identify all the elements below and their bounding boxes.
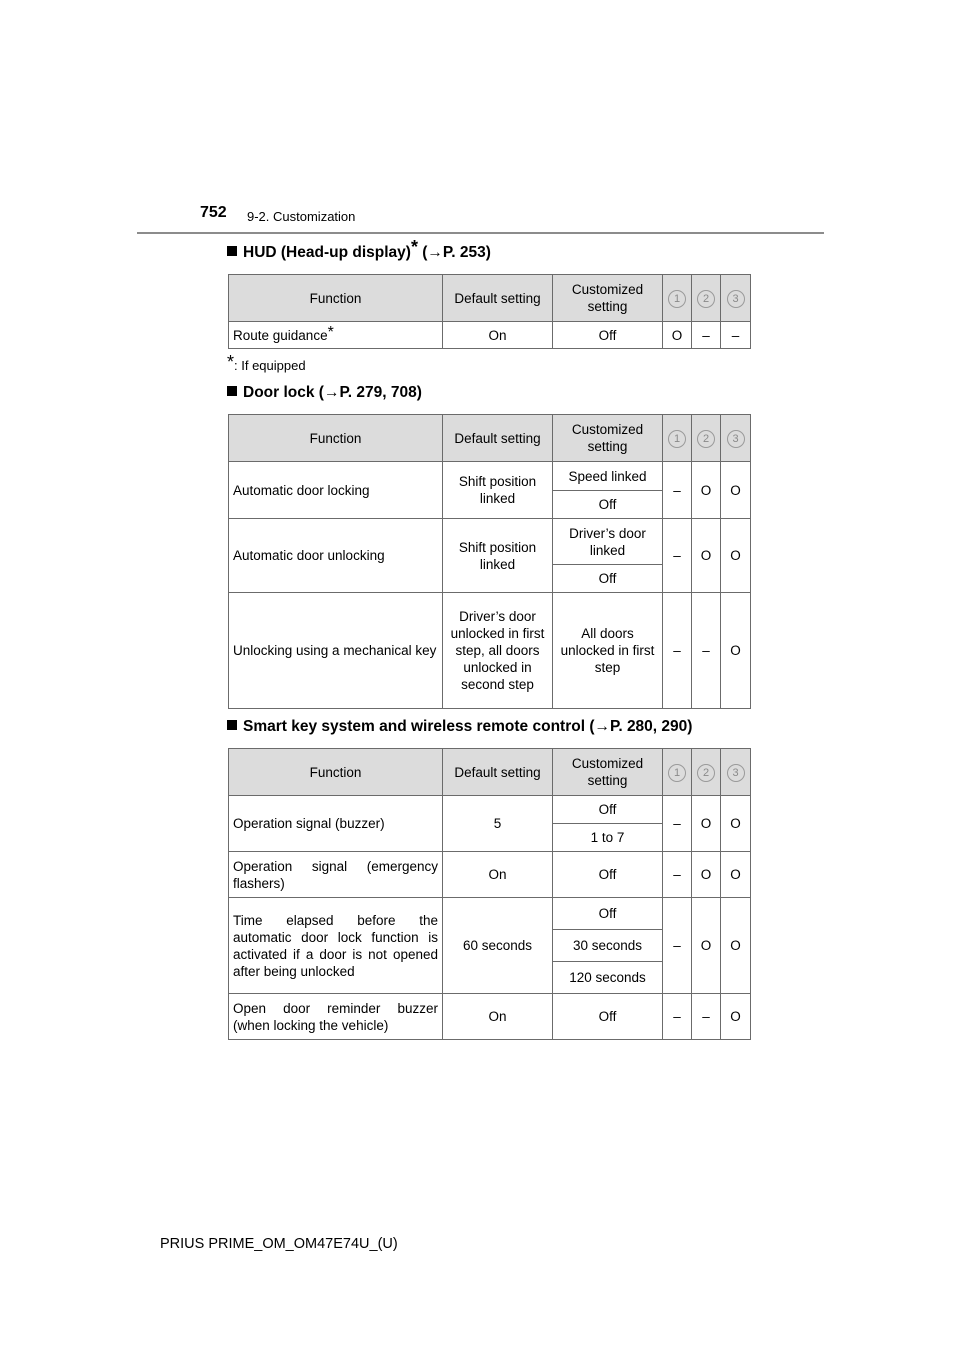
circled-number-icon: 1: [668, 430, 686, 448]
table-header-row: [229, 275, 751, 322]
circled-number-icon: 3: [727, 430, 745, 448]
hud-settings-table: [228, 274, 751, 349]
table-header-row: [229, 749, 751, 796]
page-reference: P. 253): [442, 244, 491, 261]
table-row: Operation signal (emergency flashers) On Off – O O: [229, 852, 751, 898]
column-header-default: Default setting: [443, 415, 553, 462]
circled-number-icon: 2: [697, 430, 715, 448]
door-lock-settings-table: [228, 414, 751, 709]
table-row: 30 seconds: [229, 930, 751, 962]
black-square-icon: [227, 386, 237, 396]
circled-number-icon: 3: [727, 764, 745, 782]
page-reference: P. 279, 708): [339, 384, 422, 401]
page-reference: P. 280, 290): [609, 718, 693, 735]
circled-number-icon: 3: [727, 290, 745, 308]
column-header-function: Function: [229, 415, 443, 462]
table-row: Off: [229, 565, 751, 593]
right-arrow-icon: →: [427, 244, 443, 261]
black-square-icon: [227, 720, 237, 730]
circled-number-icon: 2: [697, 764, 715, 782]
column-header-default: Default setting: [443, 749, 553, 796]
footnote: *: If equipped: [227, 352, 306, 373]
table-row: 120 seconds: [229, 962, 751, 994]
table-row: 1 to 7: [229, 824, 751, 852]
column-header-function: Function: [229, 749, 443, 796]
table-row: Automatic door unlocking Shift position linked Driver’s door linked – O O: [229, 519, 751, 565]
circled-number-icon: 1: [668, 290, 686, 308]
black-square-icon: [227, 246, 237, 256]
section-heading-door-lock: Door lock (→P. 279, 708): [227, 384, 422, 402]
table-row: Off: [229, 491, 751, 519]
column-header-customized: Customized setting: [553, 415, 663, 462]
column-header-customized: Customized setting: [553, 275, 663, 322]
footnote-star: *: [327, 323, 334, 341]
footnote-star: *: [410, 237, 418, 257]
document-code: PRIUS PRIME_OM_OM47E74U_(U): [160, 1236, 398, 1252]
column-header-function: Function: [229, 275, 443, 322]
table-header-row: [229, 415, 751, 462]
section-heading-smart-key: Smart key system and wireless remote control (→P. 280, 290): [227, 718, 692, 736]
right-arrow-icon: →: [594, 718, 610, 735]
column-header-default: Default setting: [443, 275, 553, 322]
table-row: Open door reminder buzzer (when locking the vehicle) On Off – – O: [229, 994, 751, 1040]
section-heading-hud: HUD (Head-up display)* (→P. 253): [227, 244, 491, 262]
header-divider: [137, 232, 824, 234]
chapter-title: 9-2. Customization: [247, 209, 356, 224]
hud-title: HUD (Head-up display): [243, 244, 411, 261]
circled-number-icon: 2: [697, 290, 715, 308]
table-row: Operation signal (buzzer) 5 Off – O O: [229, 796, 751, 824]
table-row: Unlocking using a mechanical key Driver’s door unlocked in first step, all doors unlocked in second step All doors unlocked in first step – – O: [229, 593, 751, 709]
table-row: Route guidance* On Off O – –: [229, 322, 751, 349]
smart-key-settings-table: [228, 748, 751, 1040]
table-row: Time elapsed before the automatic door lock function is activated if a door is not opened after being unlocked 60 seconds Off – O O: [229, 898, 751, 930]
page-number: 752: [200, 204, 227, 221]
column-header-customized: Customized setting: [553, 749, 663, 796]
table-row: Automatic door locking Shift position linked Speed linked – O O: [229, 462, 751, 491]
right-arrow-icon: →: [323, 384, 340, 401]
circled-number-icon: 1: [668, 764, 686, 782]
